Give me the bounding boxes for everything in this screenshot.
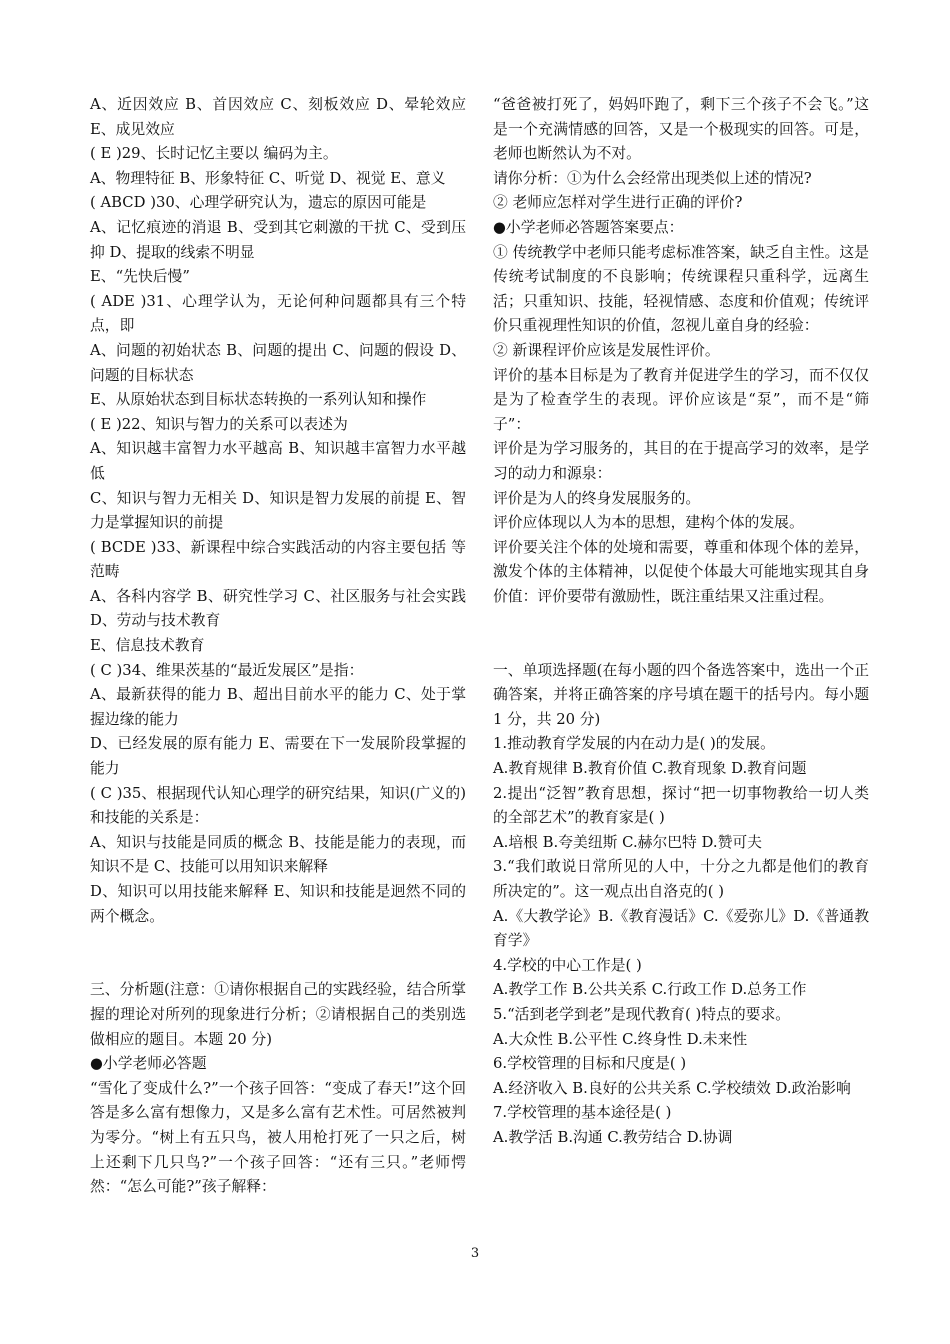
text-line: A、最新获得的能力 B、超出目前水平的能力 C、处于掌握边缘的能力 — [90, 686, 466, 728]
text-line: ( BCDE )33、新课程中综合实践活动的内容主要包括 等范畴 — [90, 538, 466, 581]
text-line: A.《大教学论》B.《教育漫话》C.《爱弥儿》D.《普通教育学》 — [493, 907, 869, 950]
text-line: ② 新课程评价应该是发展性评价。 — [493, 341, 720, 359]
text-line: 请你分析：①为什么会经常出现类似上述的情况? — [493, 169, 812, 187]
text-line: ( E )29、长时记忆主要以 编码为主。 — [90, 145, 338, 163]
text-line: E、信息技术教育 — [90, 637, 205, 655]
text-line: A、问题的初始状态 B、问题的提出 C、问题的假设 D、问题的目标状态 — [90, 341, 466, 384]
text-line: ( C )35、根据现代认知心理学的研究结果，知识(广义的)和技能的关系是： — [90, 784, 466, 827]
text-line: 1.推动教育学发展的内在动力是( )的发展。 — [493, 735, 775, 753]
text-line: 2.提出“泛智”教育思想，探讨“把一切事物教给一切人类的全部艺术”的教育家是( ) — [493, 784, 869, 827]
text-line: 4.学校的中心工作是( ) — [493, 956, 642, 974]
text-line: 三、分析题(注意：①请你根据自己的实践经验，结合所掌握的理论对所列的现象进行分析；②请根据自己的类别选做相应的题目。本题 20 分) — [90, 981, 466, 1048]
text-line: 6.学校管理的目标和尺度是( ) — [493, 1055, 687, 1073]
text-line: A、知识越丰富智力水平越高 B、知识越丰富智力水平越低 — [90, 440, 466, 482]
text-line: A、近因效应 B、首因效应 C、刻板效应 D、晕轮效应 E、成见效应 — [90, 96, 466, 138]
text-line: A、知识与技能是同质的概念 B、技能是能力的表现，而知识不是 C、技能可以用知识来解释 — [90, 833, 466, 876]
text-line: E、从原始状态到目标状态转换的一系列认知和操作 — [90, 391, 427, 409]
text-line: D、知识可以用技能来解释 E、知识和技能是迥然不同的两个概念。 — [90, 883, 466, 925]
text-line: E、“先快后慢” — [90, 268, 190, 286]
text-line: 3.“我们敢说日常所见的人中，十分之九都是他们的教育所决定的”。这一观点出自洛克的( ) — [493, 858, 869, 900]
text-line: ●小学老师必答题答案要点： — [493, 218, 684, 236]
text-line: A、各科内容学 B、研究性学习 C、社区服务与社会实践 D、劳动与技术教育 — [90, 587, 466, 630]
left-column — [90, 93, 466, 1200]
text-line: ( E )22、知识与智力的关系可以表述为 — [90, 415, 348, 433]
text-line: A.大众性 B.公平性 C.终身性 D.未来性 — [493, 1030, 748, 1048]
text-line: ●小学老师必答题 — [90, 1055, 207, 1073]
text-line: 评价是为学习服务的，其目的在于提高学习的效率，是学习的动力和源泉： — [493, 440, 869, 482]
blank-line — [493, 609, 869, 634]
text-line: A、记忆痕迹的消退 B、受到其它刺激的干扰 C、受到压抑 D、提取的线索不明显 — [90, 218, 466, 261]
blank-line — [493, 634, 869, 659]
text-line: 评价要关注个体的处境和需要，尊重和体现个体的差异，激发个体的主体精神，以促使个体最大可能地实现其自身价值：评价要带有激励性，既注重结果又注重过程。 — [493, 538, 869, 605]
text-line: A.培根 B.夸美纽斯 C.赫尔巴特 D.赞可夫 — [493, 833, 762, 851]
text-line: ( C )34、维果茨基的“最近发展区”是指： — [90, 661, 364, 679]
right-column — [493, 93, 869, 1151]
text-line: ① 传统教学中老师只能考虑标准答案，缺乏自主性。这是传统考试制度的不良影响；传统课程只重科学，远离生活；只重知识、技能，轻视情感、态度和价值观；传统评价只重视理性知识的价值，忽视儿童自身的经验： — [493, 243, 869, 335]
text-line: C、知识与智力无相关 D、知识是智力发展的前提 E、智力是掌握知识的前提 — [90, 489, 466, 532]
text-line: A.经济收入 B.良好的公共关系 C.学校绩效 D.政治影响 — [493, 1079, 851, 1097]
text-line: A.教学活 B.沟通 C.教劳结合 D.协调 — [493, 1128, 733, 1146]
text-line: ② 老师应怎样对学生进行正确的评价? — [493, 194, 743, 212]
text-line: 一、单项选择题(在每小题的四个备选答案中，选出一个正确答案，并将正确答案的序号填在题干的括号内。每小题 1 分，共 20 分) — [493, 661, 869, 728]
blank-line — [90, 954, 466, 979]
text-line: 7.学校管理的基本途径是( ) — [493, 1104, 672, 1122]
text-line: 评价的基本目标是为了教育并促进学生的学习，而不仅仅是为了检查学生的表现。评价应该是“泵”，而不是“筛子”： — [493, 366, 869, 433]
text-line: D、已经发展的原有能力 E、需要在下一发展阶段掌握的能力 — [90, 735, 466, 778]
text-line: 评价应体现以人为本的思想，建构个体的发展。 — [493, 514, 804, 532]
text-line: ( ADE )31、心理学认为，无论何种问题都具有三个特点，即 — [90, 292, 466, 335]
blank-line — [90, 929, 466, 954]
text-line: A.教学工作 B.公共关系 C.行政工作 D.总务工作 — [493, 981, 807, 999]
text-line: “爸爸被打死了，妈妈吓跑了，剩下三个孩子不会飞。”这是一个充满情感的回答，又是一个极现实的回答。可是，老师也断然认为不对。 — [493, 96, 869, 163]
page-number: 3 — [470, 1246, 480, 1261]
text-line: A.教育规律 B.教育价值 C.教育现象 D.教育问题 — [493, 760, 807, 778]
text-line: A、物理特征 B、形象特征 C、听觉 D、视觉 E、意义 — [90, 169, 446, 187]
text-line: “雪化了变成什么?”一个孩子回答：“变成了春天!”这个回答是多么富有想像力，又是多么富有艺术性。可居然被判为零分。“树上有五只鸟，被人用枪打死了一只之后，树上还剩下几只鸟?”一个孩子回答：“还有三只。”老师愕然：“怎么可能?”孩子解释： — [90, 1079, 466, 1196]
text-line: 5.“活到老学到老”是现代教育( )特点的要求。 — [493, 1005, 791, 1023]
text-line: 评价是为人的终身发展服务的。 — [493, 489, 701, 507]
text-line: ( ABCD )30、心理学研究认为，遗忘的原因可能是 — [90, 194, 427, 212]
